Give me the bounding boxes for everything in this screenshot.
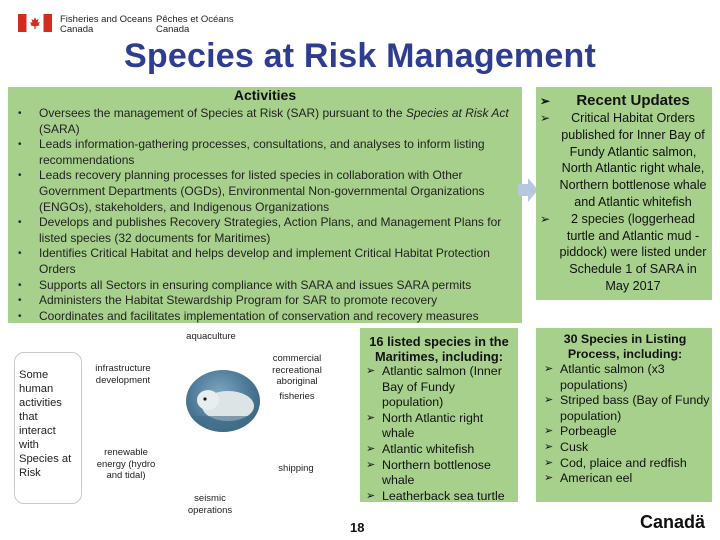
- activity-text: Leads recovery planning processes for listed species in collaboration with Other Government Departments (OGDs), Environmental Non-governmental Organizations (ENGOs), stakeholders, and Indigenous Organizations: [39, 168, 485, 214]
- activity-item: [8, 137, 516, 168]
- recent-updates-heading: ➢ Recent Updates: [540, 92, 690, 109]
- species-item: [540, 440, 710, 456]
- activity-item: [8, 293, 516, 309]
- bullet-icon: •: [18, 279, 22, 291]
- activity-item: [8, 106, 516, 137]
- activity-text: Leads information-gathering processes, consultations, and analyses to inform listing recommendations: [39, 137, 485, 167]
- species-text: Atlantic salmon (x3 populations): [560, 362, 665, 392]
- bubble-shipping: shipping: [278, 463, 314, 474]
- species-item: [362, 442, 516, 458]
- species-text: Atlantic salmon (Inner Bay of Fundy population): [382, 364, 502, 410]
- species-item: [540, 424, 710, 440]
- dept-fr-line1: Pêches et Océans: [156, 14, 234, 25]
- arrow-bullet-icon: ➢: [540, 94, 551, 108]
- activities-heading: Activities: [233, 87, 297, 103]
- arrow-bullet-icon: ➢: [540, 211, 551, 226]
- activity-item: [8, 215, 516, 246]
- activity-text: Develops and publishes Recovery Strategies, Action Plans, and Management Plans for listed species (32 documents for Maritimes): [39, 215, 502, 245]
- species-item: [362, 364, 516, 411]
- species-text: Cod, plaice and redfish: [560, 455, 687, 470]
- arrow-bullet-icon: ➢: [366, 365, 376, 377]
- activity-text: Supports all Sectors in ensuring compliance with SARA and issues SARA permits: [39, 277, 472, 292]
- recent-updates-list: [540, 110, 710, 295]
- arrow-bullet-icon: ➢: [544, 394, 554, 407]
- bullet-icon: •: [18, 217, 22, 229]
- chevron-right-icon: [518, 178, 538, 202]
- species-item: [540, 471, 710, 487]
- arrow-bullet-icon: ➢: [544, 440, 554, 453]
- species-item: [540, 362, 710, 393]
- species-item: [362, 489, 516, 505]
- activity-emphasis: Species at Risk Act: [405, 106, 509, 120]
- bubble-renewable: renewable energy (hydro and tidal): [96, 447, 156, 481]
- arrow-bullet-icon: ➢: [366, 489, 376, 502]
- arrow-bullet-icon: ➢: [540, 111, 551, 125]
- whale-icon: [186, 370, 260, 432]
- update-item: [540, 110, 710, 211]
- bullet-icon: •: [18, 170, 22, 182]
- arrow-bullet-icon: ➢: [544, 363, 554, 375]
- species-text: American eel: [560, 471, 633, 486]
- species-text: Porbeagle: [560, 424, 617, 439]
- listed-species-content: [362, 334, 516, 504]
- bubble-aquaculture: aquaculture: [186, 331, 236, 342]
- arrow-bullet-icon: ➢: [366, 442, 376, 455]
- canada-wordmark: Canadä: [640, 512, 706, 532]
- update-text: 2 species (loggerhead turtle and Atlantic mud -piddock) were listed under Schedule 1 of SARA in May 2017: [559, 211, 707, 293]
- species-item: [540, 456, 710, 472]
- activity-item: [8, 246, 516, 277]
- species-text: Cusk: [560, 439, 589, 454]
- activities-list: [8, 106, 516, 324]
- bubble-seismic: seismic operations: [187, 493, 233, 516]
- activity-text: Administers the Habitat Stewardship Program for SAR to promote recovery: [39, 293, 438, 308]
- dept-en-line1: Fisheries and Oceans: [60, 14, 153, 25]
- bullet-icon: •: [18, 139, 22, 151]
- species-text: North Atlantic right whale: [382, 410, 484, 441]
- activity-item: [8, 168, 516, 215]
- bubble-commercial: commercial recreational aboriginal: [272, 353, 322, 387]
- update-item: [540, 211, 710, 295]
- update-text: Critical Habitat Orders published for Inner Bay of Fundy Atlantic salmon, North Atlantic right whale, Northern bottlenose whale and Atlantic whitefish: [559, 111, 707, 209]
- species-text: Atlantic whitefish: [382, 441, 475, 456]
- listed-species-title: 16 listed species in the Maritimes, including:: [369, 334, 509, 364]
- activity-text: Identifies Critical Habitat and helps develop and implement Critical Habitat Protection Orders: [39, 246, 490, 276]
- department-name-fr: [156, 15, 234, 35]
- listing-process-list: [540, 362, 710, 487]
- arrow-bullet-icon: ➢: [544, 456, 554, 469]
- canada-flag-icon: [18, 14, 52, 32]
- dept-en-line2: Canada: [60, 24, 94, 35]
- species-text: Striped bass (Bay of Fundy population): [560, 393, 710, 423]
- activity-text: Coordinates and facilitates implementation of conservation and recovery measures: [39, 308, 479, 323]
- recent-updates-content: [540, 92, 710, 295]
- species-item: [362, 411, 516, 442]
- bubble-fisheries: fisheries: [279, 391, 315, 402]
- arrow-bullet-icon: ➢: [366, 458, 376, 471]
- bullet-icon: •: [18, 295, 22, 307]
- species-text: Leatherback sea turtle: [382, 488, 505, 503]
- activity-text-suffix: (SARA): [39, 121, 80, 136]
- species-text: Northern bottlenose whale: [382, 457, 491, 488]
- department-name-en: [60, 15, 152, 35]
- arrow-bullet-icon: ➢: [366, 411, 376, 424]
- whale-photo: [186, 370, 260, 432]
- listing-process-content: [540, 332, 710, 487]
- dept-fr-line2: Canada: [156, 24, 190, 35]
- activity-item: [8, 309, 516, 325]
- page-number: 18: [350, 520, 365, 535]
- activity-item: [8, 278, 516, 294]
- bullet-icon: •: [18, 108, 22, 119]
- listed-species-list: [362, 364, 516, 504]
- human-activities-label: Some human activities that interact with Species at Risk: [19, 369, 72, 479]
- bubble-infrastructure: infrastructure development: [95, 363, 151, 386]
- activity-text: Oversees the management of Species at Risk (SAR) pursuant to the: [39, 106, 406, 120]
- bullet-icon: •: [18, 248, 22, 260]
- arrow-bullet-icon: ➢: [544, 472, 554, 485]
- species-item: [362, 458, 516, 489]
- listing-process-title: 30 Species in Listing Process, including:: [563, 332, 687, 361]
- bullet-icon: •: [18, 310, 22, 322]
- slide-title: Species at Risk Management: [124, 37, 596, 75]
- arrow-bullet-icon: ➢: [544, 425, 554, 438]
- species-item: [540, 393, 710, 424]
